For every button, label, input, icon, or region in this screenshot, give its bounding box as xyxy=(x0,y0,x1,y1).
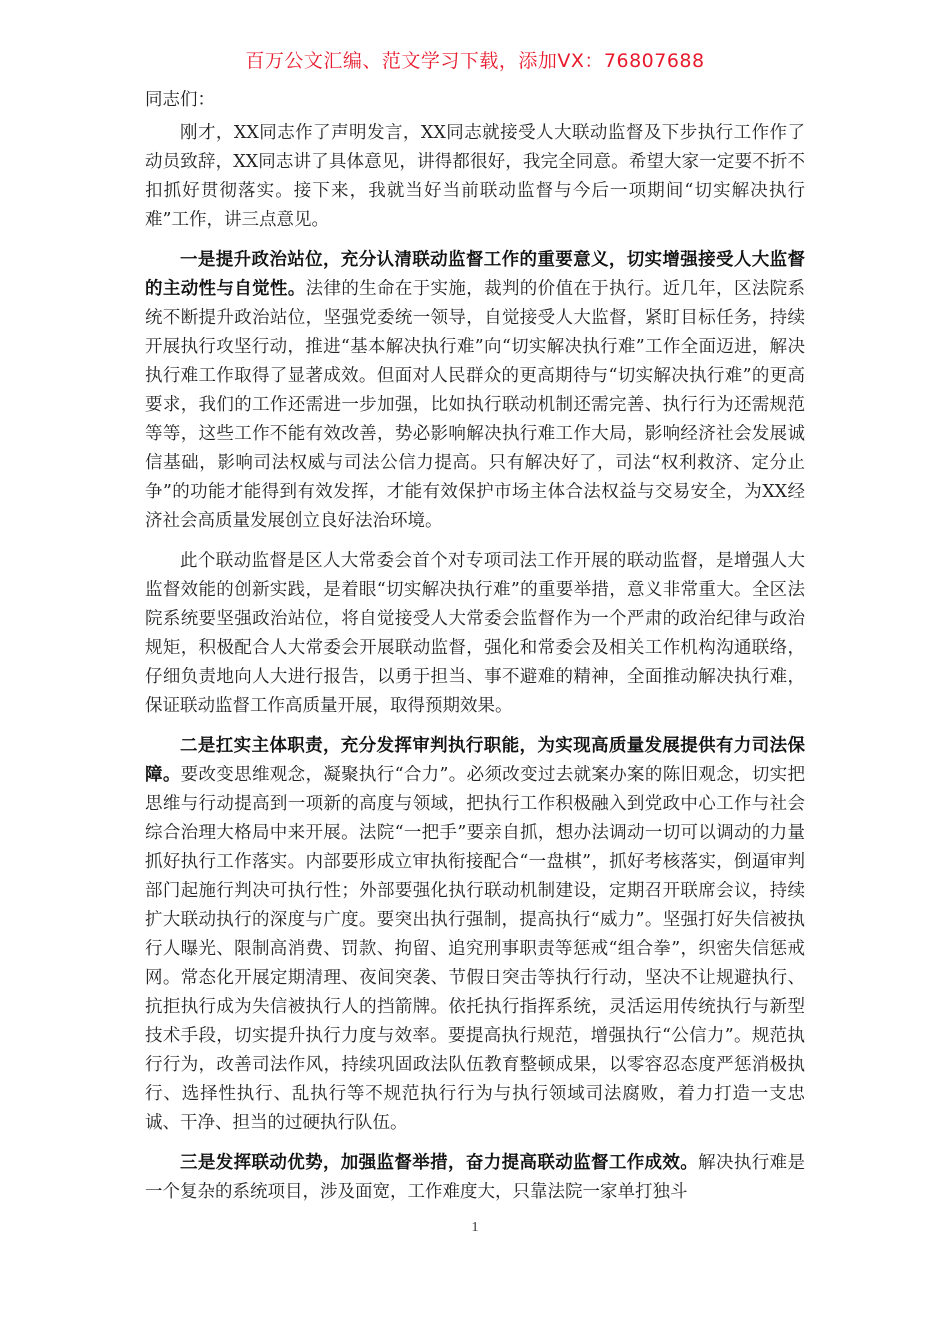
paragraph-lead: 一是提升政治站位，充分认清联动监督工作的重要意义，切实增强接受人大监督的主动性与自觉性。 xyxy=(145,250,805,299)
paragraph-5 xyxy=(145,1149,805,1207)
header-banner: 百万公文汇编、范文学习下载，添加VX：76807688 xyxy=(245,50,705,72)
paragraph-lead: 二是扛实主体职责，充分发挥审判执行职能，为实现高质量发展提供有力司法保障。 xyxy=(145,736,805,785)
paragraph-text: 此个联动监督是区人大常委会首个对专项司法工作开展的联动监督，是增强人大监督效能的创新实践，是着眼“切实解决执行难”的重要举措，意义非常重大。全区法院系统要坚强政治站位，将自觉接受人大常委会监督作为一个严肃的政治纪律与政治规矩，积极配合人大常委会开展联动监督，强化和常委会及相关工作机构沟通联络，仔细负责地向人大进行报告，以勇于担当、事不避难的精神，全面推动解决执行难，保证联动监督工作高质量开展，取得预期效果。 xyxy=(145,551,805,716)
page-number: 1 xyxy=(471,1220,479,1235)
paragraph-text: 刚才，XX同志作了声明发言，XX同志就接受人大联动监督及下步执行工作作了动员致辞，XX同志讲了具体意见，讲得都很好，我完全同意。希望大家一定要不折不扣抓好贯彻落实。接下来，我就当好当前联动监督与今后一项期间“切实解决执行难”工作，讲三点意见。 xyxy=(145,123,805,230)
paragraph-1 xyxy=(145,119,805,235)
document-body xyxy=(145,86,805,1218)
salutation: 同志们： xyxy=(145,90,215,110)
paragraph-4 xyxy=(145,732,805,1138)
paragraph-text: 法律的生命在于实施，裁判的价值在于执行。近几年，区法院系统不断提升政治站位，坚强党委统一领导，自觉接受人大监督，紧盯目标任务，持续开展执行攻坚行动，推进“基本解决执行难”向“切实解决执行难”工作全面迈进，解决执行难工作取得了显著成效。但面对人民群众的更高期待与“切实解决执行难”的更高要求，我们的工作还需进一步加强，比如执行联动机制还需完善、执行行为还需规范等等，这些工作不能有效改善，势必影响解决执行难工作大局，影响经济社会发展诚信基础，影响司法权威与司法公信力提高。只有解决好了，司法“权利救济、定分止争”的功能才能得到有效发挥，才能有效保护市场主体合法权益与交易安全，为XX经济社会高质量发展创立良好法治环境。 xyxy=(145,279,805,531)
paragraph-text: 要改变思维观念，凝聚执行“合力”。必须改变过去就案办案的陈旧观念，切实把思维与行动提高到一项新的高度与领域，把执行工作积极融入到党政中心工作与社会综合治理大格局中来开展。法院“一把手”要亲自抓，想办法调动一切可以调动的力量抓好执行工作落实。内部要形成立审执衔接配合“一盘棋”，抓好考核落实，倒逼审判部门起施行判决可执行性；外部要强化执行联动机制建设，定期召开联席会议，持续扩大联动执行的深度与广度。要突出执行强制，提高执行“威力”。坚强打好失信被执行人曝光、限制高消费、罚款、拘留、追究刑事职责等惩戒“组合拳”，织密失信惩戒网。常态化开展定期清理、夜间突袭、节假日突击等执行行动，坚决不让规避执行、抗拒执行成为失信被执行人的挡箭牌。依托执行指挥系统，灵活运用传统执行与新型技术手段，切实提升执行力度与效率。要提高执行规范，增强执行“公信力”。规范执行行为，改善司法作风，持续巩固政法队伍教育整顿成果，以零容忍态度严惩消极执行、选择性执行、乱执行等不规范执行行为与执行领域司法腐败，着力打造一支忠诚、干净、担当的过硬执行队伍。 xyxy=(145,765,806,1133)
paragraph-lead: 三是发挥联动优势，加强监督举措，奋力提高联动监督工作成效。 xyxy=(180,1153,699,1173)
paragraph-3 xyxy=(145,547,805,721)
paragraph-text: 解决执行难是一个复杂的系统项目，涉及面宽，工作难度大，只靠法院一家单打独斗 xyxy=(145,1153,806,1202)
paragraph-2 xyxy=(145,246,805,536)
